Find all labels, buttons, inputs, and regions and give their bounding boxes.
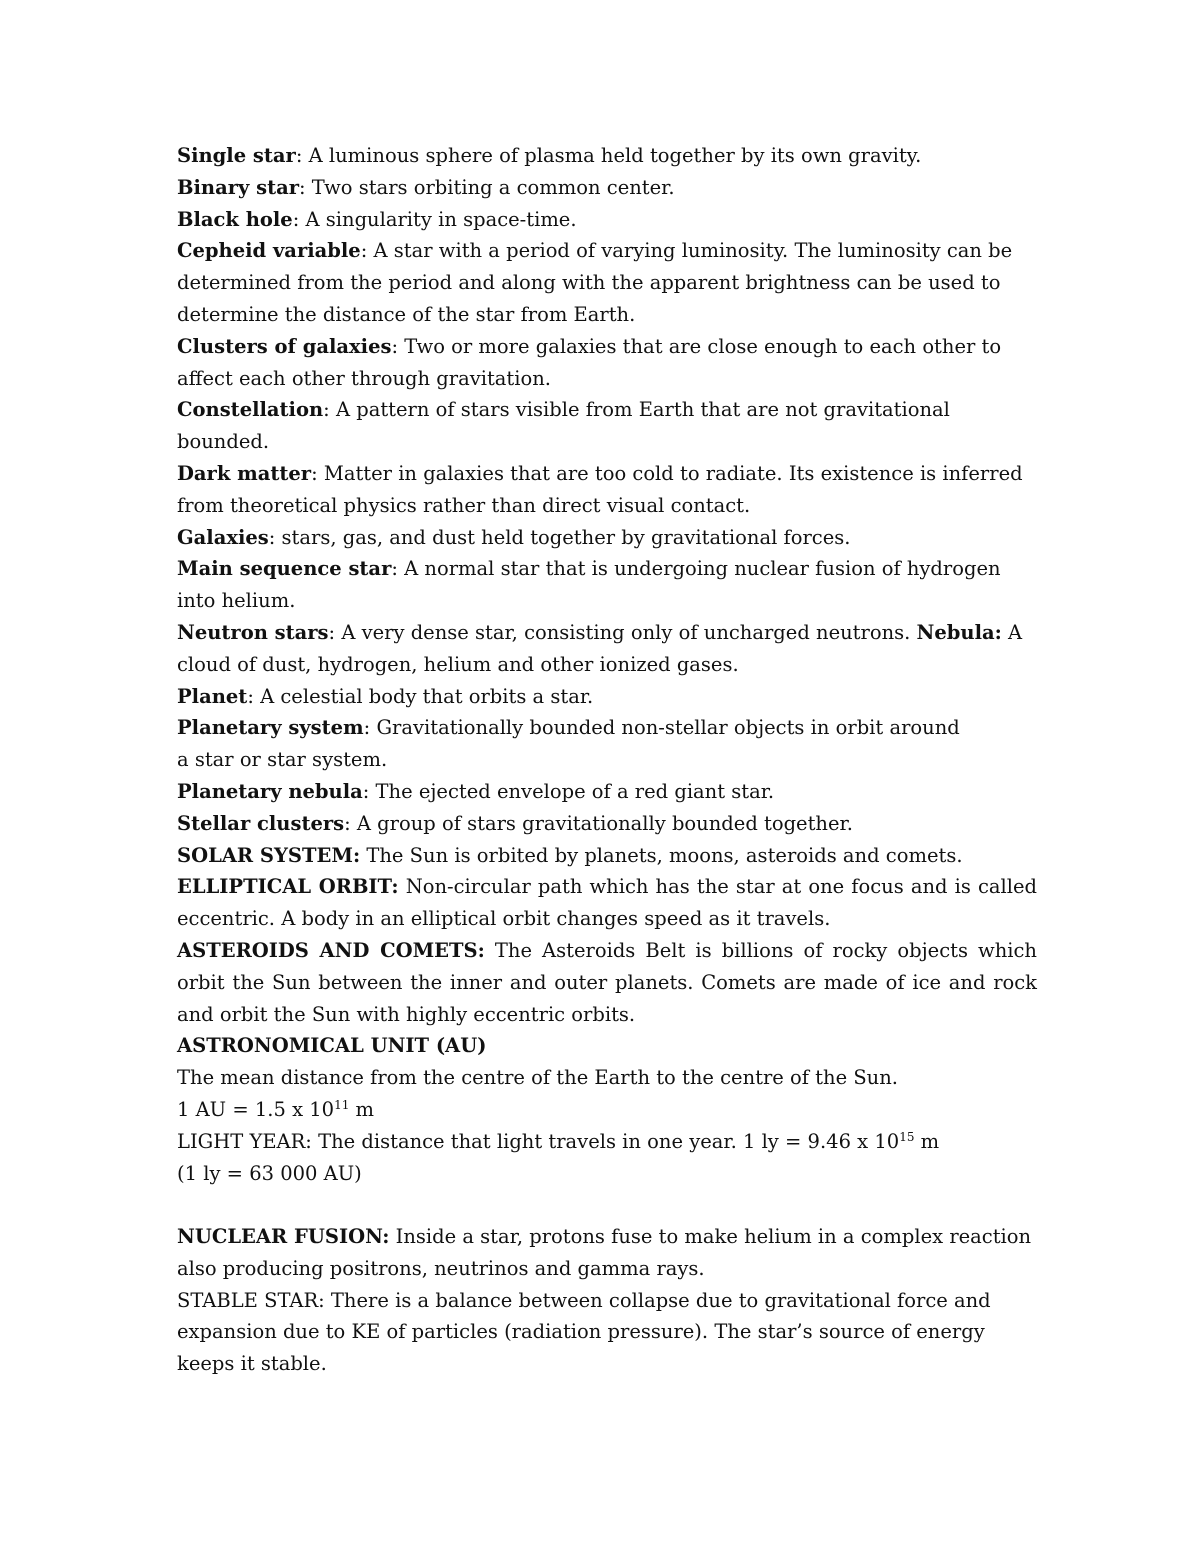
entry-neutron-stars: Neutron stars: A very dense star, consisting only of uncharged neutrons. Nebula: A cloud of dust, hydrogen, helium and other ionized gases. <box>177 620 1023 676</box>
definition: Two stars orbiting a common center. <box>311 175 675 199</box>
definition: The ejected envelope of a red giant star. <box>375 779 775 803</box>
document-page <box>177 140 1037 1380</box>
au-value: 1 AU = 1.5 x $10^{11}$ m <box>177 1097 375 1121</box>
entry-nuclear-fusion <box>177 1221 1037 1285</box>
definition: A celestial body that orbits a star. <box>260 684 594 708</box>
entry-planetary-nebula: Planetary nebula: The ejected envelope of a red giant star. <box>177 779 775 803</box>
term: Neutron stars <box>177 620 329 644</box>
term: Main sequence star <box>177 557 392 581</box>
term: Single star <box>177 144 296 167</box>
entry-planet: Planet: A celestial body that orbits a star. <box>177 684 594 708</box>
term: Dark matter <box>177 461 312 485</box>
entry-solar-system <box>177 840 1037 872</box>
definition: A singularity in space-time. <box>305 207 577 231</box>
entry-constellation: Constellation: A pattern of stars visible from Earth that are not gravitational bounded. <box>177 398 950 454</box>
term: Planetary nebula <box>177 779 363 803</box>
light-year-conversion: (1 ly = 63 000 AU) <box>177 1161 362 1185</box>
term: NUCLEAR FUSION: <box>177 1225 390 1249</box>
term: Binary star <box>177 175 299 199</box>
term: Black hole <box>177 207 293 231</box>
definition: A normal star that is undergoing nuclear fusion of hydrogen into helium. <box>177 557 1001 613</box>
entry-cepheid-variable: Cepheid variable: A star with a period of varying luminosity. The luminosity can be determined from the period and along with the apparent brightness can be used to determine the distance of the star from Earth. <box>177 239 1013 326</box>
entry-elliptical-orbit <box>177 871 1037 935</box>
blank-line <box>177 1189 1037 1221</box>
definition: A star with a period of varying luminosity. The luminosity can be determined from the period and along with the apparent brightness can be used to determine the distance of the star from Earth. <box>177 239 1013 326</box>
term: Galaxies <box>177 525 269 549</box>
light-year-definition: LIGHT YEAR: The distance that light travels in one year. 1 ly = 9.46 x $10^{15}$ m <box>177 1129 940 1153</box>
entry-black-hole: Black hole: A singularity in space-time. <box>177 207 577 231</box>
term: Cepheid variable <box>177 239 361 263</box>
term-nebula: Nebula: <box>916 620 1002 644</box>
term: Planet <box>177 684 248 708</box>
entry-galaxies: Galaxies: stars, gas, and dust held together by gravitational forces. <box>177 525 851 549</box>
au-exponent: 11 <box>334 1097 350 1112</box>
definition: A group of stars gravitationally bounded together. <box>356 811 853 835</box>
definition: The Sun is orbited by planets, moons, asteroids and comets. <box>366 843 963 867</box>
definition: Matter in galaxies that are too cold to radiate. Its existence is inferred from theoretical physics rather than direct visual contact. <box>177 461 1023 517</box>
entry-binary-star: Binary star: Two stars orbiting a common center. <box>177 175 675 199</box>
definition: A very dense star, consisting only of uncharged neutrons. <box>341 620 917 644</box>
term: ASTEROIDS AND COMETS: <box>177 938 485 962</box>
term: Constellation <box>177 398 324 422</box>
term: Clusters of galaxies <box>177 334 392 358</box>
entry-clusters-of-galaxies: Clusters of galaxies: Two or more galaxies that are close enough to each other to affect each other through gravitation. <box>177 334 1002 390</box>
term: ELLIPTICAL ORBIT: <box>177 875 399 899</box>
term: Planetary system <box>177 716 364 740</box>
entry-dark-matter: Dark matter: Matter in galaxies that are too cold to radiate. Its existence is inferred from theoretical physics rather than direct visual contact. <box>177 461 1023 517</box>
definition: stars, gas, and dust held together by gravitational forces. <box>281 525 851 549</box>
definition: Non-circular path which has the star at one focus and is called eccentric. A body in an elliptical orbit changes speed as it travels. <box>177 875 1037 931</box>
entry-asteroids-and-comets <box>177 935 1037 1030</box>
definition-nebula: A cloud of dust, hydrogen, helium and other ionized gases. <box>177 620 1023 676</box>
definition: Two or more galaxies that are close enough to each other to affect each other through gravitation. <box>177 334 1002 390</box>
entry-single-star: Single star: A luminous sphere of plasma held together by its own gravity. <box>177 144 922 167</box>
au-heading: ASTRONOMICAL UNIT (AU) <box>177 1034 487 1058</box>
term: Stellar clusters <box>177 811 345 835</box>
definition: Gravitationally bounded non-stellar objects in orbit around <box>376 716 960 740</box>
au-definition: The mean distance from the centre of the Earth to the centre of the Sun. <box>177 1066 898 1090</box>
definition-continued: a star or star system. <box>177 748 388 772</box>
entry-planetary-system: Planetary system: Gravitationally bounded non-stellar objects in orbit around a star or star system. <box>177 716 960 772</box>
entry-stellar-clusters: Stellar clusters: A group of stars gravitationally bounded together. <box>177 811 853 835</box>
entry-stable-star: STABLE STAR: There is a balance between collapse due to gravitational force and expansion due to KE of particles (radiation pressure). The star’s source of energy keeps it stable. <box>177 1288 991 1376</box>
definition: A luminous sphere of plasma held together by its own gravity. <box>308 144 922 167</box>
definition: The Asteroids Belt is billions of rocky objects which orbit the Sun between the inner and outer planets. Comets are made of ice and rock and orbit the Sun with highly eccentric orbits. <box>177 938 1037 1026</box>
entry-main-sequence-star: Main sequence star: A normal star that is undergoing nuclear fusion of hydrogen into helium. <box>177 557 1001 613</box>
definition: A pattern of stars visible from Earth that are not gravitational bounded. <box>177 398 950 454</box>
light-year-exponent: 15 <box>899 1129 915 1144</box>
definition: Inside a star, protons fuse to make helium in a complex reaction also producing positrons, neutrinos and gamma rays. <box>177 1225 1032 1280</box>
term: SOLAR SYSTEM: <box>177 843 361 867</box>
